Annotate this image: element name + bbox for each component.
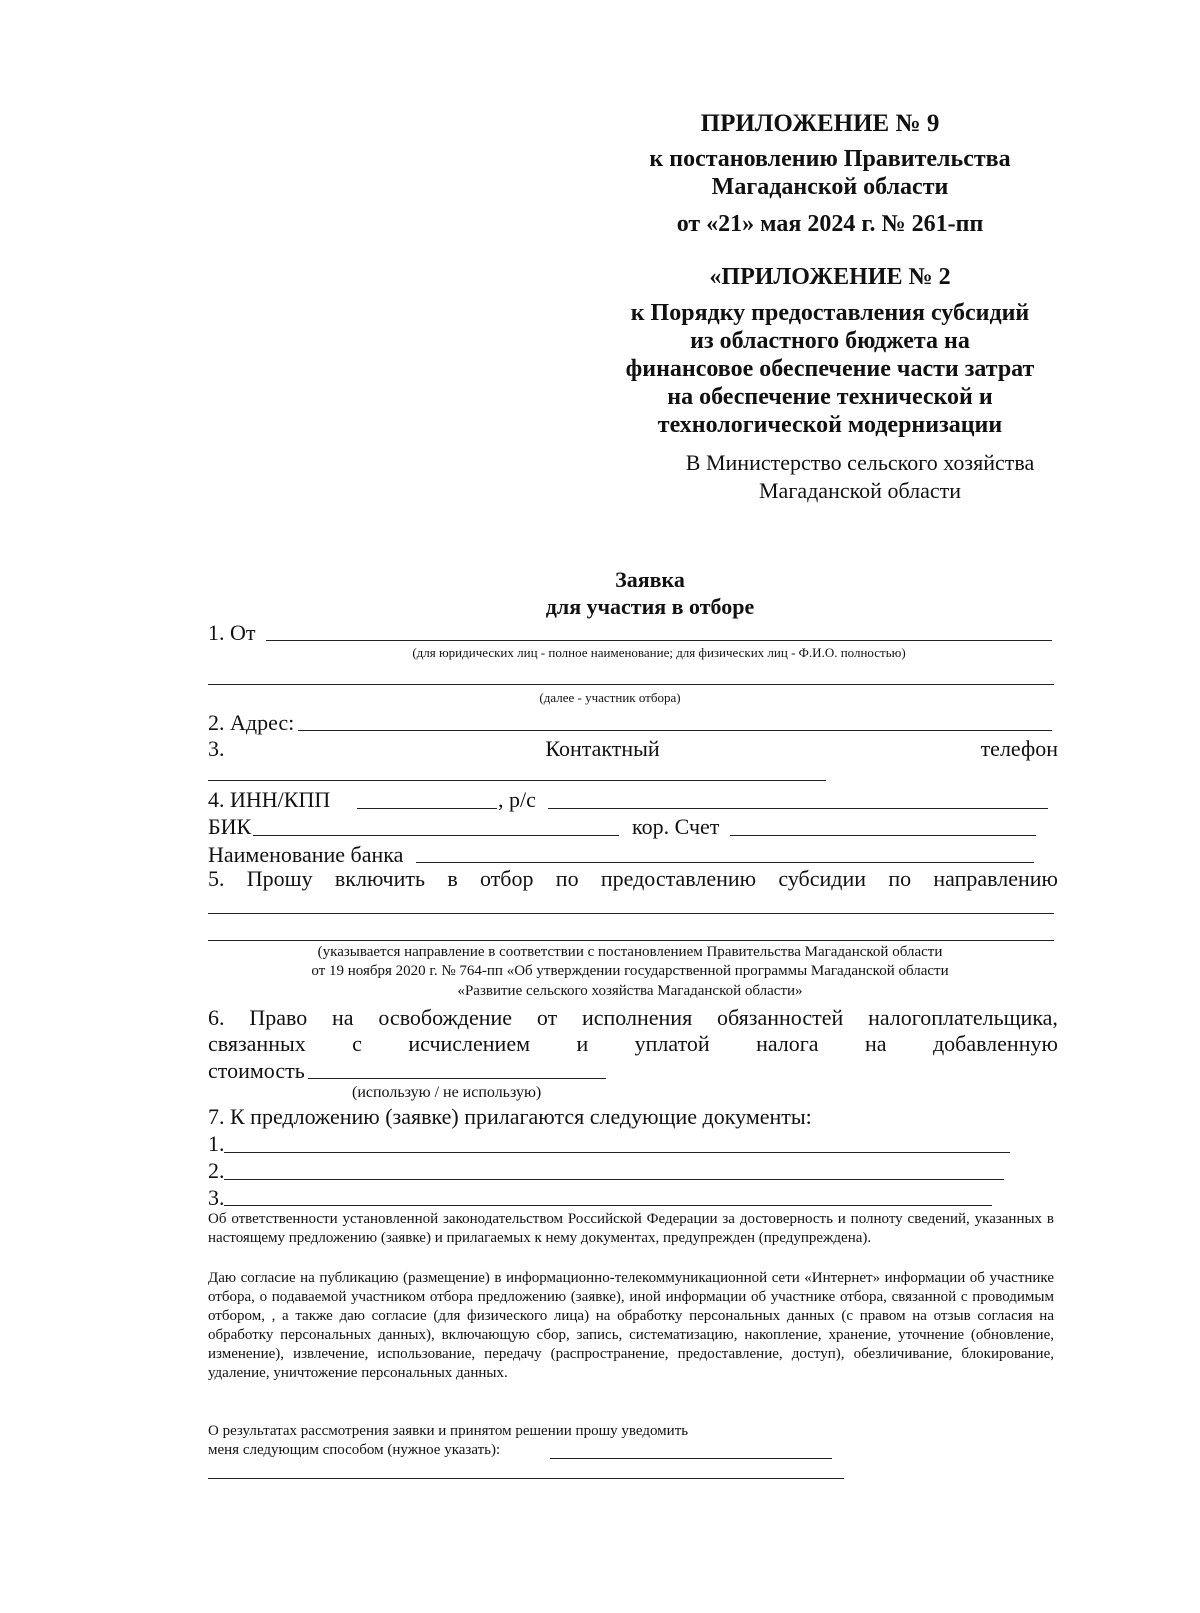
phone-field[interactable]: [208, 780, 826, 781]
direction-field-1[interactable]: [208, 913, 1054, 914]
item5-hint-line-1: (указывается направление в соответствии с постановлением Правительства Магаданской области: [317, 944, 943, 960]
phone-label: [208, 736, 1058, 762]
item6-l2-w5: уплатой: [634, 1031, 710, 1056]
item6-l1-w2: Право: [249, 1005, 308, 1030]
item5-word-3: включить: [334, 866, 426, 891]
item6-hint: (использую / не использую): [352, 1084, 542, 1101]
notify-method-field[interactable]: [550, 1458, 832, 1459]
account-field[interactable]: [548, 808, 1048, 809]
consent-statement: Даю согласие на публикацию (размещение) в информационно-телекоммуникационной сети «Интернет» информации об участнике отбора, о подаваемой участником отбора предложению (заявке), иной информации об участнике отбора, связанной с проводимым отбором, , а также даю согласие (для физического лица) на обработку персональных данных (с правом на отзыв согласия на обработку персональных данных), включающую сбор, запись, систематизацию, накопление, хранение, уточнение (обновление, изменение), извлечение, использование, передачу (распространение, предоставление, доступ), обезличивание, блокирование, удаление, уничтожение персональных данных.: [208, 1270, 1054, 1381]
item6-l1-w5: от: [536, 1005, 558, 1030]
address-field[interactable]: [298, 730, 1052, 731]
item6-l1-w6: исполнения: [582, 1005, 693, 1030]
notify-line-1: О результатах рассмотрения заявки и принятом решении прошу уведомить: [208, 1423, 689, 1439]
bik-field[interactable]: [253, 835, 619, 836]
inn-field[interactable]: [357, 808, 497, 809]
item5-word-7: предоставлению: [600, 866, 757, 891]
order-line-5: технологической модернизации: [657, 412, 1003, 438]
resolution-ref-line-1: к постановлению Правительства: [649, 146, 1011, 172]
doc-number-3: 3.: [208, 1185, 225, 1210]
inn-label: 4. ИНН/КПП: [208, 787, 331, 812]
bik-label: БИК: [208, 814, 252, 839]
corr-account-field[interactable]: [730, 835, 1036, 836]
item5-word-1: 5.: [208, 866, 225, 891]
document-field-2[interactable]: [224, 1179, 1004, 1180]
from-field-continued[interactable]: [208, 684, 1054, 685]
item6-l2-w3: исчислением: [408, 1031, 531, 1056]
item5-word-5: отбор: [479, 866, 534, 891]
item6-l1-w4: освобождение: [378, 1005, 513, 1030]
item6-line-1: [208, 1005, 1058, 1031]
item5-word-9: по: [888, 866, 912, 891]
corr-account-label: кор. Счет: [632, 814, 720, 839]
item6-l1-w3: на: [332, 1005, 354, 1030]
item6-l2-w1: связанных: [208, 1031, 306, 1056]
bank-name-label: Наименование банка: [208, 842, 404, 867]
responsibility-statement: Об ответственности установленной законодательством Российской Федерации за достоверность и полноту сведений, указанных в настоящему предложению (заявке) и прилагаемых к нему документах, предупрежден (предупреждена).: [208, 1211, 1054, 1246]
from-hint: (для юридических лиц - полное наименование; для физических лиц - Ф.И.О. полностью): [412, 645, 906, 660]
item5-text: [208, 866, 1058, 892]
document-field-3[interactable]: [224, 1205, 992, 1206]
item5-hint-line-3: «Развитие сельского хозяйства Магаданской области»: [457, 983, 803, 999]
from-label: 1. От: [208, 620, 256, 645]
item5-word-10: направлению: [933, 866, 1058, 891]
item6-l2-w6: налога: [756, 1031, 819, 1056]
item5-word-8: субсидии: [778, 866, 867, 891]
doc-number-2: 2.: [208, 1158, 225, 1183]
bank-name-field[interactable]: [416, 862, 1034, 863]
item6-l2-w8: добавленную: [932, 1031, 1058, 1056]
item6-l2-w4: и: [576, 1031, 589, 1056]
notify-line-2: меня следующим способом (нужное указать):: [208, 1442, 501, 1458]
order-line-3: финансовое обеспечение части затрат: [625, 356, 1035, 382]
address-label: 2. Адрес:: [208, 710, 295, 735]
phone-word-3: телефон: [980, 736, 1058, 761]
resolution-date: от «21» мая 2024 г. № 261-пп: [676, 211, 984, 237]
form-title: Заявка: [615, 567, 685, 592]
appendix-2-heading: «ПРИЛОЖЕНИЕ № 2: [709, 264, 951, 290]
vat-usage-field[interactable]: [308, 1078, 606, 1079]
account-label: , р/с: [498, 787, 536, 812]
item5-word-4: в: [447, 866, 458, 891]
item7-label: 7. К предложению (заявке) прилагаются следующие документы:: [208, 1104, 812, 1129]
item5-hint-line-2: от 19 ноября 2020 г. № 764-пп «Об утверждении государственной программы Магаданской области: [311, 963, 949, 979]
notify-method-field-continued[interactable]: [208, 1478, 844, 1479]
item5-word-2: Прошу: [246, 866, 313, 891]
from-field[interactable]: [266, 640, 1052, 641]
order-line-4: на обеспечение технической и: [667, 384, 993, 410]
doc-number-1: 1.: [208, 1131, 225, 1156]
item6-line-2: [208, 1031, 1058, 1057]
item6-l2-w2: с: [352, 1031, 362, 1056]
phone-word-1: 3.: [208, 736, 225, 761]
participant-hint: (далее - участник отбора): [539, 690, 681, 705]
item6-l1-w7: обязанностей: [717, 1005, 844, 1030]
item5-word-6: по: [555, 866, 579, 891]
addressee-line-2: Магаданской области: [759, 478, 961, 503]
item6-line-3: стоимость: [208, 1058, 305, 1083]
document-field-1[interactable]: [224, 1152, 1010, 1153]
direction-field-2[interactable]: [208, 940, 1054, 941]
resolution-ref-line-2: Магаданской области: [711, 174, 949, 200]
item6-l1-w8: налогоплательщика,: [868, 1005, 1058, 1030]
item6-l1-w1: 6.: [208, 1005, 225, 1030]
order-line-1: к Порядку предоставления субсидий: [630, 300, 1030, 326]
phone-word-2: Контактный: [545, 736, 660, 761]
appendix-9-heading: ПРИЛОЖЕНИЕ № 9: [700, 110, 940, 137]
item6-l2-w7: на: [864, 1031, 887, 1056]
addressee-line-1: В Министерство сельского хозяйства: [685, 450, 1035, 475]
form-subtitle: для участия в отборе: [545, 594, 755, 619]
order-line-2: из областного бюджета на: [690, 328, 970, 354]
